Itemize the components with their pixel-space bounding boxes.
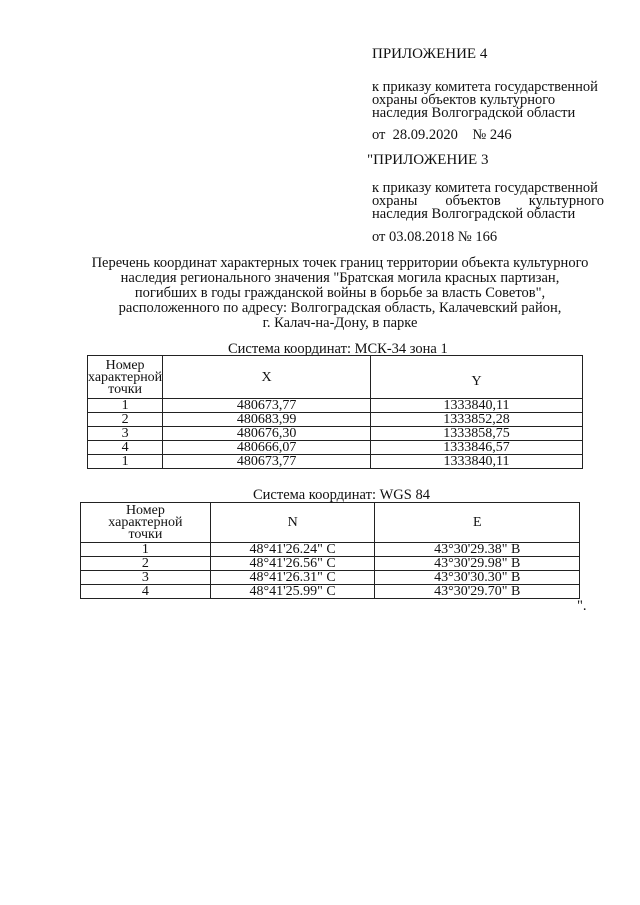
point-number: 2 <box>81 557 211 571</box>
table-row <box>88 455 583 469</box>
order-2-line: от 03.08.2018 № 166 <box>372 229 498 245</box>
y-value: 1333858,75 <box>371 427 583 441</box>
table1-col-number-l3: точки <box>108 381 143 397</box>
title-line-3: погибших в годы гражданской войны в борьбе за власть Советов", <box>134 285 546 301</box>
document-title <box>80 256 600 331</box>
table1-header-row <box>88 356 583 399</box>
table1-col-x: X <box>163 356 371 399</box>
table2-col-number <box>81 503 211 543</box>
x-value: 480673,77 <box>163 455 371 469</box>
latitude-value: 48°41'26.31" С <box>210 571 375 585</box>
ref2-line-1: к приказу комитета государственной <box>372 180 598 196</box>
table1-col-number-l2: характерной <box>88 369 163 385</box>
ref2-word-1: охраны <box>372 193 418 209</box>
point-number: 3 <box>81 571 211 585</box>
title-line-1: Перечень координат характерных точек границ территории объекта культурного <box>91 255 589 271</box>
title-line-2: наследия регионального значения "Братская могила красных партизан, <box>120 270 560 286</box>
latitude-value: 48°41'26.56" С <box>210 557 375 571</box>
ref1-line-1: к приказу комитета государственной <box>372 79 598 95</box>
table2-caption: Система координат: WGS 84 <box>253 487 430 503</box>
longitude-value: 43°30'29.38" В <box>375 543 580 557</box>
point-number: 2 <box>88 413 163 427</box>
x-value: 480666,07 <box>163 441 371 455</box>
title-line-4: расположенного по адресу: Волгоградская область, Калачевский район, <box>118 300 562 316</box>
table2-col-n: N <box>210 503 375 543</box>
order-date-prefix: от <box>372 127 386 143</box>
point-number: 1 <box>88 455 163 469</box>
order-date: 28.09.2020 <box>392 127 458 143</box>
point-number: 1 <box>88 399 163 413</box>
table1-col-number <box>88 356 163 399</box>
table2-col-e: E <box>375 503 580 543</box>
ref1-line-3: наследия Волгоградской области <box>372 105 576 121</box>
coordinates-table-msk34 <box>87 355 583 469</box>
table-row <box>81 557 580 571</box>
table-row <box>88 399 583 413</box>
table2-col-number-l2: характерной <box>108 515 183 530</box>
point-number: 1 <box>81 543 211 557</box>
table2-col-number-l1: Номер <box>125 503 165 518</box>
y-value: 1333840,11 <box>371 455 583 469</box>
point-number: 4 <box>88 441 163 455</box>
x-value: 480683,99 <box>163 413 371 427</box>
table-row <box>88 413 583 427</box>
point-number: 3 <box>88 427 163 441</box>
table2-header-row <box>81 503 580 543</box>
table-row <box>81 571 580 585</box>
appendix-3-heading: "ПРИЛОЖЕНИЕ 3 <box>367 152 489 168</box>
table1-caption: Система координат: МСК-34 зона 1 <box>228 341 448 357</box>
latitude-value: 48°41'25.99" С <box>210 585 375 599</box>
y-value: 1333840,11 <box>371 399 583 413</box>
point-number: 4 <box>81 585 211 599</box>
coordinates-table-wgs84 <box>80 502 580 599</box>
longitude-value: 43°30'29.70" В <box>375 585 580 599</box>
order-date-line <box>372 127 512 143</box>
ref1-line-2: охраны объектов культурного <box>372 92 556 108</box>
ref2-word-3: культурного <box>528 193 604 209</box>
title-line-5: г. Калач-на-Дону, в парке <box>262 315 418 331</box>
table2-col-number-l3: точки <box>128 527 163 542</box>
order-number: № 246 <box>472 127 512 143</box>
table-row <box>88 441 583 455</box>
appendix-4-heading: ПРИЛОЖЕНИЕ 4 <box>372 46 488 62</box>
latitude-value: 48°41'26.24" С <box>210 543 375 557</box>
table-row <box>88 427 583 441</box>
longitude-value: 43°30'29.98" В <box>375 557 580 571</box>
closing-quote: ". <box>577 598 587 614</box>
table-row <box>81 585 580 599</box>
table-row <box>81 543 580 557</box>
table1-col-y: Y <box>371 356 583 399</box>
ref2-word-2: объектов <box>445 193 501 209</box>
table1-col-number-l1: Номер <box>105 357 145 373</box>
y-value: 1333852,28 <box>371 413 583 427</box>
ref2-line-3: наследия Волгоградской области <box>372 206 576 222</box>
longitude-value: 43°30'30.30" В <box>375 571 580 585</box>
y-value: 1333846,57 <box>371 441 583 455</box>
x-value: 480673,77 <box>163 399 371 413</box>
x-value: 480676,30 <box>163 427 371 441</box>
